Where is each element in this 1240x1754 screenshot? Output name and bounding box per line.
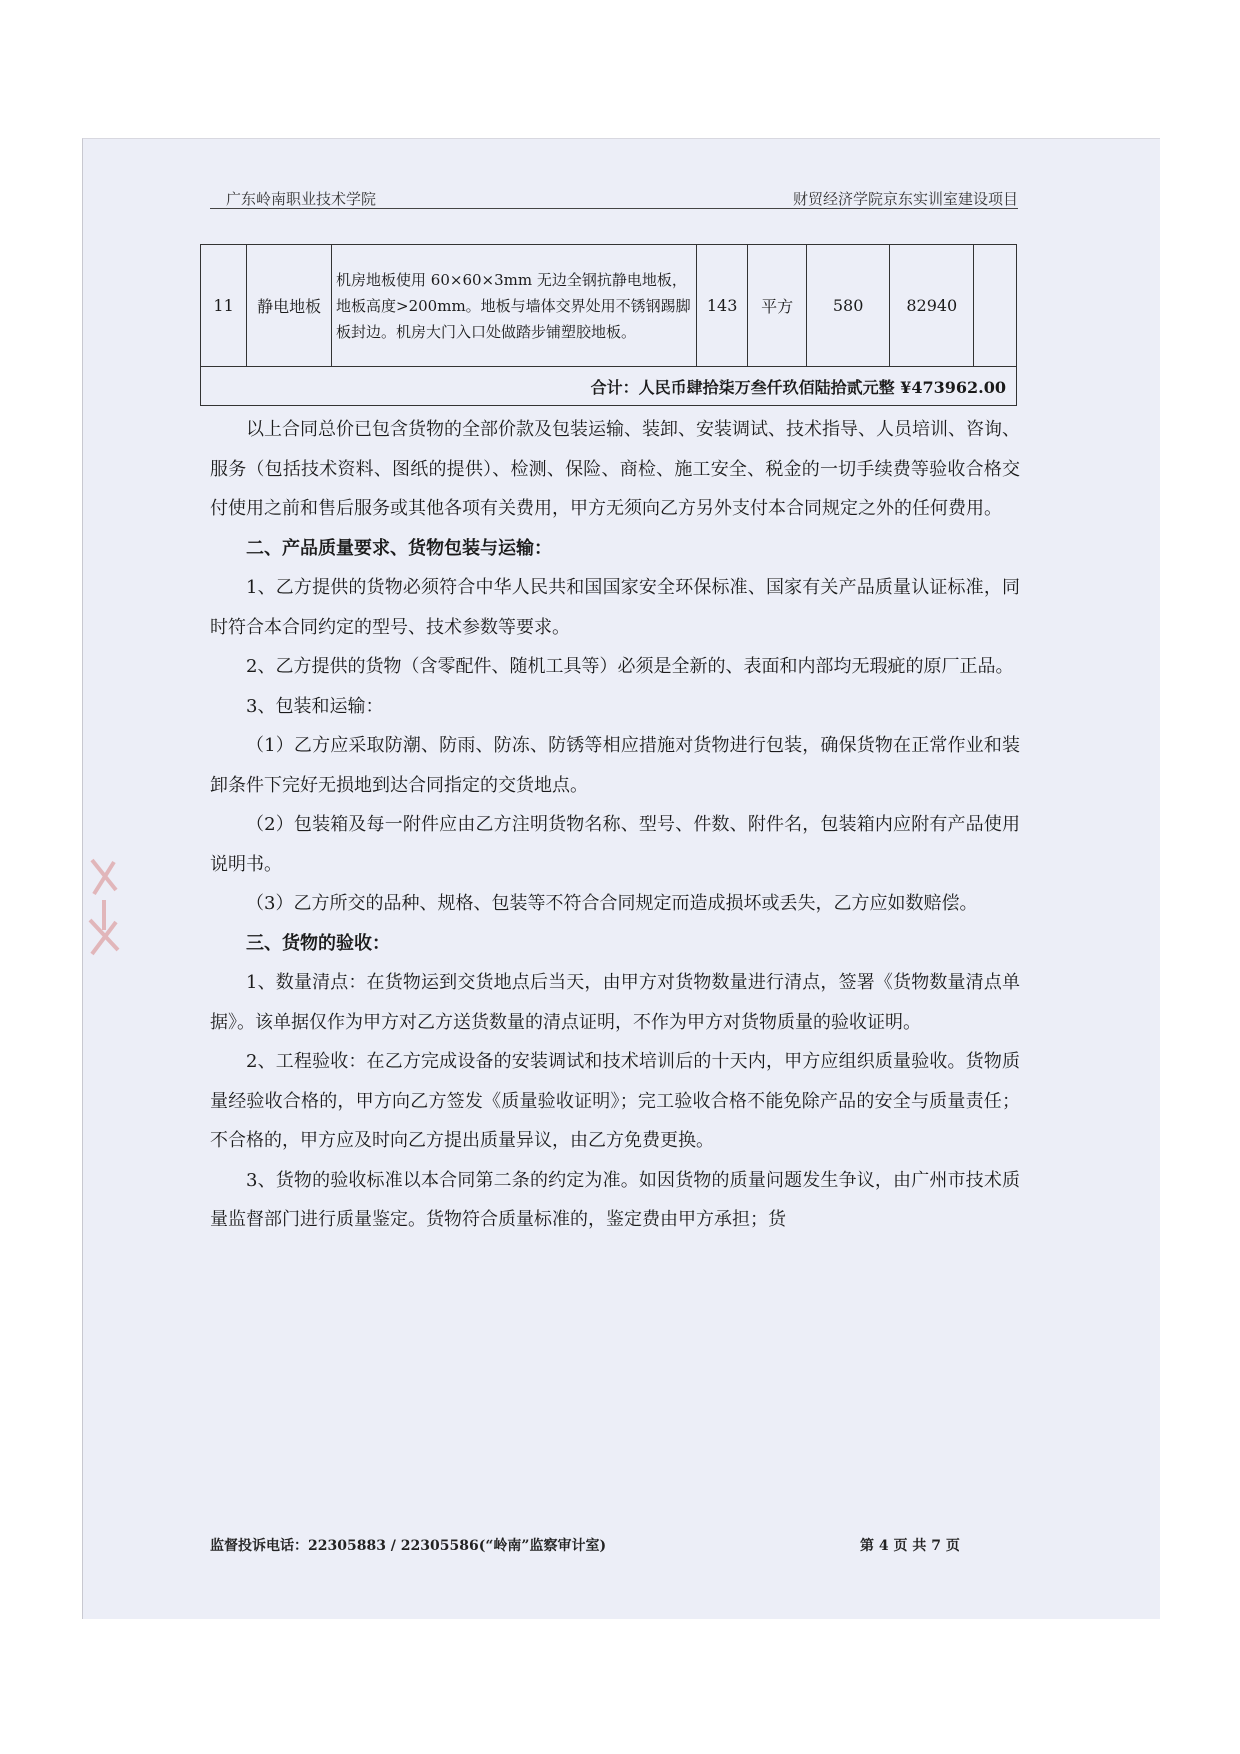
paragraph-clause: 1、数量清点：在货物运到交货地点后当天，由甲方对货物数量进行清点，签署《货物数量清点单据》。该单据仅作为甲方对乙方送货数量的清点证明，不作为甲方对货物质量的验收证明。 [210,972,1020,1033]
paragraph-clause: （3）乙方所交的品种、规格、包装等不符合合同规定而造成损坏或丢失，乙方应如数赔偿。 [246,893,978,914]
paragraph-clause: 3、包装和运输： [246,695,384,717]
header-institution: 广东岭南职业技术学院 [226,190,377,208]
paragraph-clause: （2）包装箱及每一附件应由乙方注明货物名称、型号、件数、附件名，包装箱内应附有产品使用说明书。 [210,814,1020,875]
red-seal-fragment [86,850,122,970]
paragraph-total-price: 以上合同总价已包含货物的全部价款及包装运输、装卸、安装调试、技术指导、人员培训、咨询、服务（包括技术资料、图纸的提供）、检测、保险、商检、施工安全、税金的一切手续费等验收合格交付使用之前和售后服务或其他各项有关费用，甲方无须向乙方另外支付本合同规定之外的任何费用。 [210,419,1020,519]
section-heading-acceptance: 三、货物的验收： [246,932,390,954]
item-unit-price: 580 [806,245,889,367]
item-number: 11 [201,245,247,367]
item-quantity: 143 [696,245,747,367]
item-unit: 平方 [748,245,807,367]
header-project: 财贸经济学院京东实训室建设项目 [792,190,1018,208]
paragraph-clause: 3、货物的验收标准以本合同第二条的约定为准。如因货物的质量问题发生争议，由广州市技术质量监督部门进行质量鉴定。货物符合质量标准的，鉴定费由甲方承担；货 [210,1169,1020,1230]
item-total: 82940 [890,245,974,367]
item-remark [974,245,1017,367]
sum-row [201,367,1017,406]
paragraph-clause: 2、工程验收：在乙方完成设备的安装调试和技术培训后的十天内，甲方应组织质量验收。货物质量经验收合格的，甲方向乙方签发《质量验收证明》；完工验收合格不能免除产品的安全与质量责任；不合格的，甲方应及时向乙方提出质量异议，由乙方免费更换。 [210,1051,1020,1151]
paragraph-clause: 1、乙方提供的货物必须符合中华人民共和国国家安全环保标准、国家有关产品质量认证标准，同时符合本合同约定的型号、技术参数等要求。 [210,577,1020,638]
goods-table [200,244,1017,406]
contract-body [210,410,1020,1240]
item-description: 机房地板使用 60×60×3mm 无边全钢抗静电地板，地板高度>200mm。地板与墙体交界处用不锈钢踢脚板封边。机房大门入口处做踏步铺塑胶地板。 [332,245,697,367]
footer-page-number: 第 4 页 共 7 页 [860,1538,960,1554]
paragraph-clause: 2、乙方提供的货物（含零配件、随机工具等）必须是全新的、表面和内部均无瑕疵的原厂正品。 [246,656,1014,677]
footer-complaint-phone: 监督投诉电话：22305883 / 22305586(“岭南”监察审计室) [210,1538,607,1554]
section-heading-quality: 二、产品质量要求、货物包装与运输： [246,537,552,559]
item-name: 静电地板 [247,245,332,367]
grand-total: 合计：人民币肆拾柒万叁仟玖佰陆拾贰元整 ¥473962.00 [201,367,1017,406]
paragraph-clause: （1）乙方应采取防潮、防雨、防冻、防锈等相应措施对货物进行包装，确保货物在正常作业和装卸条件下完好无损地到达合同指定的交货地点。 [210,735,1020,796]
header-rule [210,208,1018,209]
table-row [201,245,1017,367]
